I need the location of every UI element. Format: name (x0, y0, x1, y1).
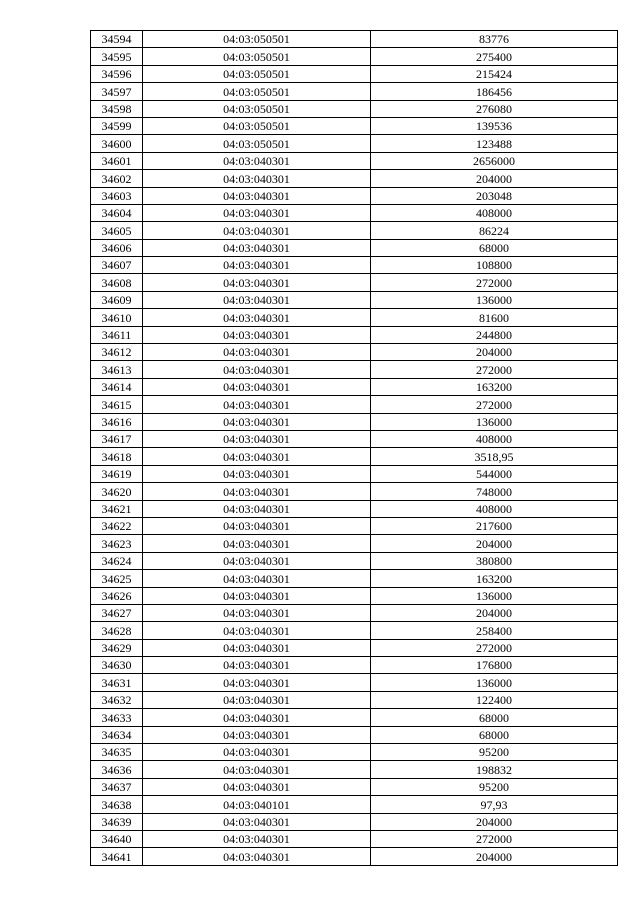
cadastral-code-cell: 04:03:040301 (143, 257, 371, 274)
cadastral-code-cell: 04:03:040301 (143, 187, 371, 204)
table-row (91, 222, 618, 239)
record-number-cell: 34625 (91, 570, 143, 587)
table-row (91, 170, 618, 187)
amount-cell: 86224 (371, 222, 618, 239)
table-row (91, 187, 618, 204)
cadastral-code-cell: 04:03:040301 (143, 726, 371, 743)
table-row (91, 430, 618, 447)
record-number-cell: 34612 (91, 344, 143, 361)
table-row (91, 291, 618, 308)
record-number-cell: 34600 (91, 135, 143, 152)
amount-cell: 272000 (371, 396, 618, 413)
table-row (91, 778, 618, 795)
table-row (91, 31, 618, 48)
amount-cell: 198832 (371, 761, 618, 778)
table-row (91, 639, 618, 656)
amount-cell: 215424 (371, 65, 618, 82)
amount-cell: 83776 (371, 31, 618, 48)
amount-cell: 275400 (371, 48, 618, 65)
record-number-cell: 34598 (91, 100, 143, 117)
record-number-cell: 34637 (91, 778, 143, 795)
record-number-cell: 34597 (91, 83, 143, 100)
amount-cell: 272000 (371, 274, 618, 291)
table-row (91, 326, 618, 343)
table-row (91, 796, 618, 813)
record-number-cell: 34639 (91, 813, 143, 830)
amount-cell: 163200 (371, 378, 618, 395)
cadastral-code-cell: 04:03:040301 (143, 239, 371, 256)
cadastral-code-cell: 04:03:040301 (143, 535, 371, 552)
table-row (91, 744, 618, 761)
record-number-cell: 34641 (91, 848, 143, 865)
amount-cell: 97,93 (371, 796, 618, 813)
table-row (91, 257, 618, 274)
record-number-cell: 34621 (91, 500, 143, 517)
table-row (91, 413, 618, 430)
record-number-cell: 34599 (91, 117, 143, 134)
amount-cell: 68000 (371, 726, 618, 743)
cadastral-code-cell: 04:03:040301 (143, 378, 371, 395)
cadastral-code-cell: 04:03:040301 (143, 830, 371, 847)
record-number-cell: 34634 (91, 726, 143, 743)
table-row (91, 309, 618, 326)
table-row (91, 135, 618, 152)
record-number-cell: 34614 (91, 378, 143, 395)
cadastral-code-cell: 04:03:040301 (143, 517, 371, 534)
record-number-cell: 34640 (91, 830, 143, 847)
amount-cell: 136000 (371, 587, 618, 604)
table-row (91, 152, 618, 169)
amount-cell: 272000 (371, 639, 618, 656)
record-number-cell: 34595 (91, 48, 143, 65)
amount-cell: 204000 (371, 535, 618, 552)
record-number-cell: 34631 (91, 674, 143, 691)
amount-cell: 95200 (371, 744, 618, 761)
record-number-cell: 34606 (91, 239, 143, 256)
cadastral-code-cell: 04:03:050501 (143, 100, 371, 117)
record-number-cell: 34609 (91, 291, 143, 308)
amount-cell: 272000 (371, 361, 618, 378)
amount-cell: 408000 (371, 430, 618, 447)
cadastral-code-cell: 04:03:050501 (143, 31, 371, 48)
cadastral-code-cell: 04:03:040301 (143, 326, 371, 343)
cadastral-code-cell: 04:03:040301 (143, 552, 371, 569)
amount-cell: 139536 (371, 117, 618, 134)
cadastral-code-cell: 04:03:040301 (143, 396, 371, 413)
table-row (91, 204, 618, 221)
record-number-cell: 34620 (91, 483, 143, 500)
table-row (91, 726, 618, 743)
table-body (91, 31, 618, 866)
cadastral-code-cell: 04:03:040301 (143, 639, 371, 656)
cadastral-code-cell: 04:03:040301 (143, 744, 371, 761)
table-row (91, 517, 618, 534)
record-number-cell: 34628 (91, 622, 143, 639)
record-number-cell: 34613 (91, 361, 143, 378)
table-row (91, 570, 618, 587)
record-number-cell: 34602 (91, 170, 143, 187)
amount-cell: 108800 (371, 257, 618, 274)
table-row (91, 830, 618, 847)
table-row (91, 83, 618, 100)
record-number-cell: 34604 (91, 204, 143, 221)
cadastral-code-cell: 04:03:050501 (143, 135, 371, 152)
record-number-cell: 34601 (91, 152, 143, 169)
amount-cell: 272000 (371, 830, 618, 847)
table-row (91, 274, 618, 291)
record-number-cell: 34618 (91, 448, 143, 465)
table-row (91, 117, 618, 134)
cadastral-code-cell: 04:03:040301 (143, 691, 371, 708)
table-row (91, 674, 618, 691)
record-number-cell: 34617 (91, 430, 143, 447)
table-row (91, 552, 618, 569)
table-row (91, 500, 618, 517)
cadastral-code-cell: 04:03:050501 (143, 83, 371, 100)
table-row (91, 587, 618, 604)
cadastral-code-cell: 04:03:040301 (143, 448, 371, 465)
record-number-cell: 34594 (91, 31, 143, 48)
table-row (91, 48, 618, 65)
record-number-cell: 34629 (91, 639, 143, 656)
record-number-cell: 34633 (91, 709, 143, 726)
record-number-cell: 34619 (91, 465, 143, 482)
cadastral-code-cell: 04:03:040301 (143, 222, 371, 239)
amount-cell: 204000 (371, 604, 618, 621)
cadastral-code-cell: 04:03:040301 (143, 622, 371, 639)
amount-cell: 68000 (371, 709, 618, 726)
cadastral-code-cell: 04:03:050501 (143, 117, 371, 134)
cadastral-code-cell: 04:03:040301 (143, 430, 371, 447)
cadastral-code-cell: 04:03:040301 (143, 778, 371, 795)
cadastral-code-cell: 04:03:040301 (143, 500, 371, 517)
record-number-cell: 34635 (91, 744, 143, 761)
record-number-cell: 34624 (91, 552, 143, 569)
record-number-cell: 34616 (91, 413, 143, 430)
record-number-cell: 34638 (91, 796, 143, 813)
amount-cell: 122400 (371, 691, 618, 708)
table-row (91, 465, 618, 482)
amount-cell: 123488 (371, 135, 618, 152)
record-number-cell: 34611 (91, 326, 143, 343)
data-table (90, 30, 618, 866)
record-number-cell: 34632 (91, 691, 143, 708)
table-row (91, 448, 618, 465)
cadastral-code-cell: 04:03:040301 (143, 483, 371, 500)
table-row (91, 239, 618, 256)
amount-cell: 217600 (371, 517, 618, 534)
record-number-cell: 34603 (91, 187, 143, 204)
table-row (91, 761, 618, 778)
table-row (91, 100, 618, 117)
amount-cell: 276080 (371, 100, 618, 117)
cadastral-code-cell: 04:03:040301 (143, 709, 371, 726)
record-number-cell: 34596 (91, 65, 143, 82)
amount-cell: 204000 (371, 813, 618, 830)
amount-cell: 204000 (371, 848, 618, 865)
amount-cell: 95200 (371, 778, 618, 795)
table-row (91, 483, 618, 500)
cadastral-code-cell: 04:03:040301 (143, 465, 371, 482)
cadastral-code-cell: 04:03:040301 (143, 413, 371, 430)
record-number-cell: 34636 (91, 761, 143, 778)
amount-cell: 244800 (371, 326, 618, 343)
cadastral-code-cell: 04:03:040301 (143, 570, 371, 587)
table-row (91, 813, 618, 830)
amount-cell: 380800 (371, 552, 618, 569)
table-row (91, 691, 618, 708)
amount-cell: 81600 (371, 309, 618, 326)
cadastral-code-cell: 04:03:040301 (143, 674, 371, 691)
cadastral-code-cell: 04:03:040301 (143, 361, 371, 378)
amount-cell: 136000 (371, 291, 618, 308)
cadastral-code-cell: 04:03:040301 (143, 152, 371, 169)
amount-cell: 748000 (371, 483, 618, 500)
record-number-cell: 34615 (91, 396, 143, 413)
cadastral-code-cell: 04:03:040301 (143, 274, 371, 291)
amount-cell: 408000 (371, 500, 618, 517)
cadastral-code-cell: 04:03:040101 (143, 796, 371, 813)
cadastral-code-cell: 04:03:040301 (143, 587, 371, 604)
cadastral-code-cell: 04:03:040301 (143, 657, 371, 674)
record-number-cell: 34623 (91, 535, 143, 552)
table-row (91, 361, 618, 378)
table-row (91, 378, 618, 395)
cadastral-code-cell: 04:03:040301 (143, 291, 371, 308)
cadastral-code-cell: 04:03:040301 (143, 761, 371, 778)
table-row (91, 396, 618, 413)
cadastral-code-cell: 04:03:050501 (143, 48, 371, 65)
record-number-cell: 34626 (91, 587, 143, 604)
cadastral-code-cell: 04:03:040301 (143, 344, 371, 361)
cadastral-code-cell: 04:03:040301 (143, 204, 371, 221)
record-number-cell: 34627 (91, 604, 143, 621)
table-row (91, 622, 618, 639)
record-number-cell: 34607 (91, 257, 143, 274)
cadastral-code-cell: 04:03:040301 (143, 848, 371, 865)
amount-cell: 68000 (371, 239, 618, 256)
amount-cell: 204000 (371, 170, 618, 187)
cadastral-code-cell: 04:03:040301 (143, 170, 371, 187)
table-row (91, 709, 618, 726)
table-row (91, 344, 618, 361)
amount-cell: 203048 (371, 187, 618, 204)
record-number-cell: 34610 (91, 309, 143, 326)
record-number-cell: 34608 (91, 274, 143, 291)
table-row (91, 65, 618, 82)
cadastral-code-cell: 04:03:040301 (143, 309, 371, 326)
amount-cell: 204000 (371, 344, 618, 361)
cadastral-code-cell: 04:03:040301 (143, 813, 371, 830)
record-number-cell: 34605 (91, 222, 143, 239)
amount-cell: 408000 (371, 204, 618, 221)
amount-cell: 2656000 (371, 152, 618, 169)
amount-cell: 163200 (371, 570, 618, 587)
amount-cell: 186456 (371, 83, 618, 100)
cadastral-code-cell: 04:03:050501 (143, 65, 371, 82)
amount-cell: 136000 (371, 413, 618, 430)
table-row (91, 604, 618, 621)
table-row (91, 657, 618, 674)
table-row (91, 848, 618, 865)
record-number-cell: 34622 (91, 517, 143, 534)
amount-cell: 176800 (371, 657, 618, 674)
amount-cell: 136000 (371, 674, 618, 691)
record-number-cell: 34630 (91, 657, 143, 674)
table-row (91, 535, 618, 552)
amount-cell: 544000 (371, 465, 618, 482)
cadastral-code-cell: 04:03:040301 (143, 604, 371, 621)
amount-cell: 3518,95 (371, 448, 618, 465)
amount-cell: 258400 (371, 622, 618, 639)
